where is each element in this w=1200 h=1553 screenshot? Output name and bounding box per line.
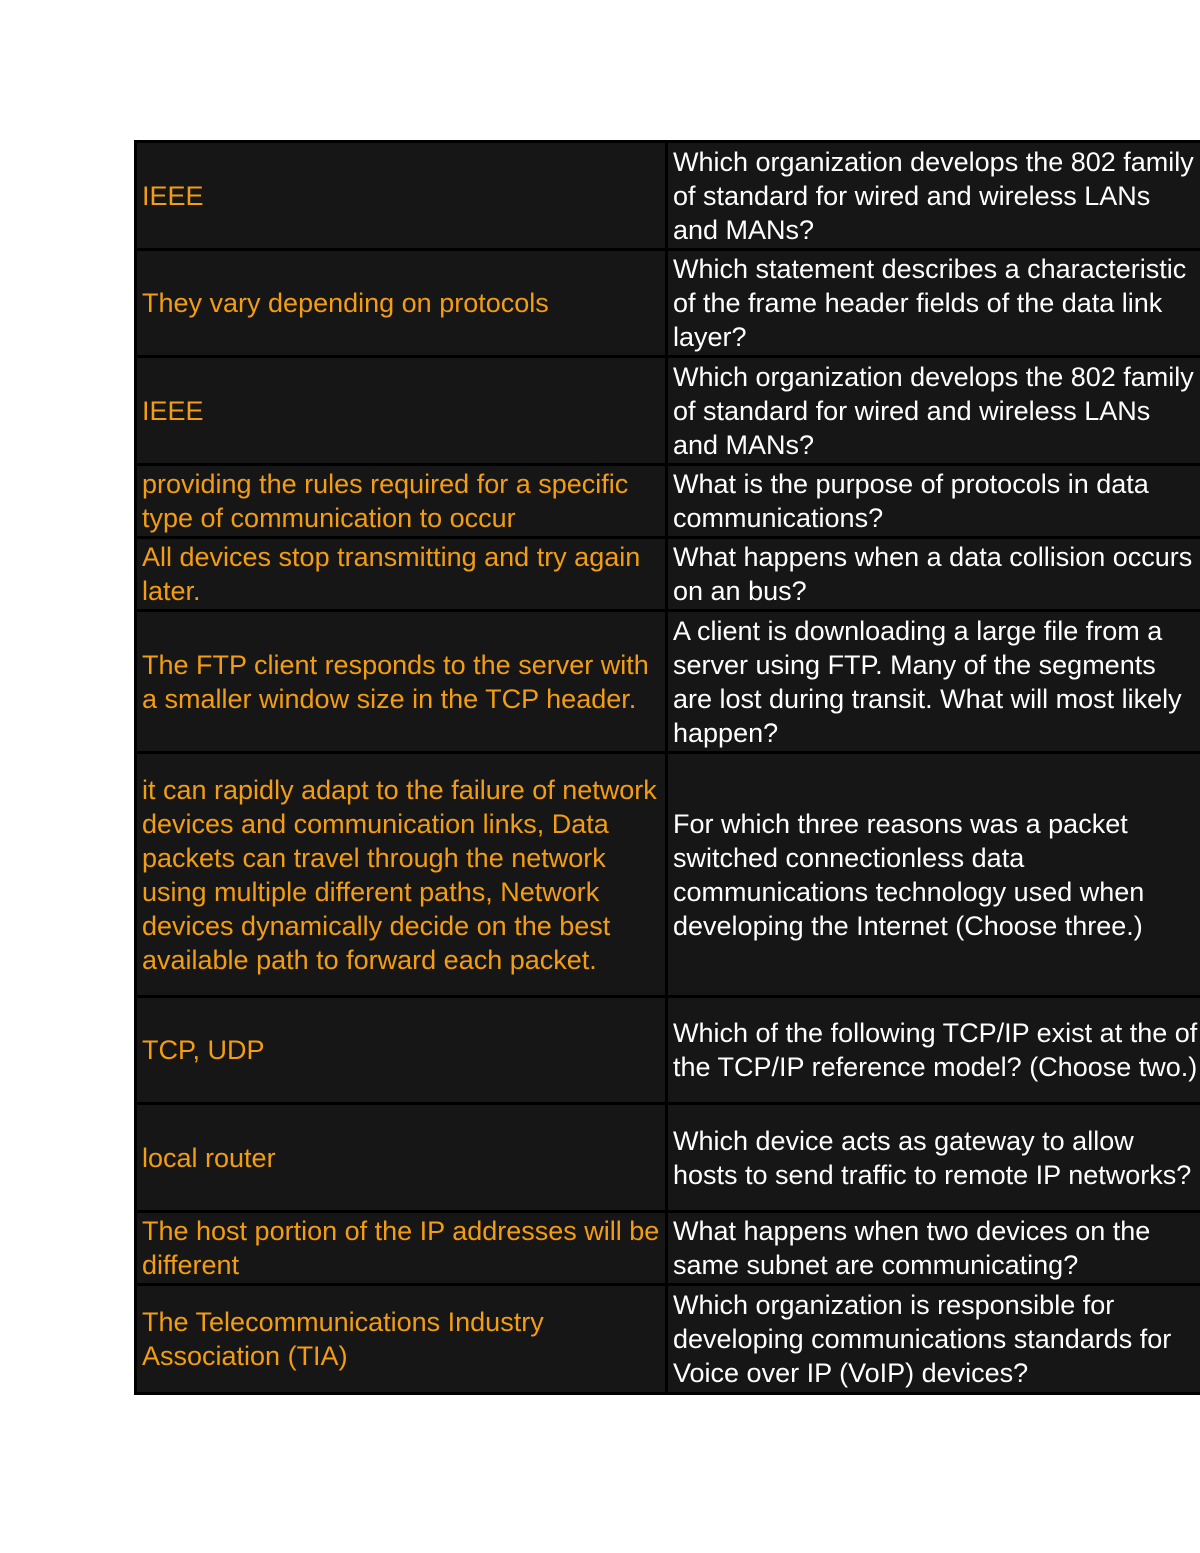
table-row	[136, 1285, 1200, 1394]
answer-cell: All devices stop transmitting and try again later.	[136, 538, 667, 611]
answer-cell: They vary depending on protocols	[136, 250, 667, 357]
answer-cell: IEEE	[136, 357, 667, 465]
table-row	[136, 465, 1200, 538]
question-cell: A client is downloading a large file from a server using FTP. Many of the segments are lost during transit. What will most likely happen?	[667, 611, 1200, 753]
answer-cell: providing the rules required for a specific type of communication to occur	[136, 465, 667, 538]
answer-cell: it can rapidly adapt to the failure of network devices and communication links, Data packets can travel through the network using multiple different paths, Network devices dynamically decide on the best available path to forward each packet.	[136, 753, 667, 997]
answer-cell: The FTP client responds to the server with a smaller window size in the TCP header.	[136, 611, 667, 753]
answer-cell: The host portion of the IP addresses will be different	[136, 1212, 667, 1285]
question-cell: What is the purpose of protocols in data communications?	[667, 465, 1200, 538]
table-row	[136, 611, 1200, 753]
table-row	[136, 1212, 1200, 1285]
question-cell: Which of the following TCP/IP exist at the of the TCP/IP reference model? (Choose two.)	[667, 997, 1200, 1104]
table-row	[136, 753, 1200, 997]
table-row	[136, 1104, 1200, 1212]
answer-cell: TCP, UDP	[136, 997, 667, 1104]
flashcard-table	[134, 140, 1200, 1395]
answer-cell: local router	[136, 1104, 667, 1212]
question-cell: Which organization develops the 802 family of standard for wired and wireless LANs and MANs?	[667, 357, 1200, 465]
answer-cell: IEEE	[136, 142, 667, 250]
question-cell: What happens when a data collision occurs on an bus?	[667, 538, 1200, 611]
table-row	[136, 997, 1200, 1104]
table-row	[136, 538, 1200, 611]
question-cell: For which three reasons was a packet switched connectionless data communications technology used when developing the Internet (Choose three.)	[667, 753, 1200, 997]
question-cell: Which statement describes a characteristic of the frame header fields of the data link layer?	[667, 250, 1200, 357]
question-cell: What happens when two devices on the same subnet are communicating?	[667, 1212, 1200, 1285]
table-row	[136, 250, 1200, 357]
question-cell: Which organization is responsible for developing communications standards for Voice over IP (VoIP) devices?	[667, 1285, 1200, 1394]
answer-cell: The Telecommunications Industry Association (TIA)	[136, 1285, 667, 1394]
question-cell: Which device acts as gateway to allow hosts to send traffic to remote IP networks?	[667, 1104, 1200, 1212]
table-row	[136, 142, 1200, 250]
table-row	[136, 357, 1200, 465]
question-cell: Which organization develops the 802 family of standard for wired and wireless LANs and MANs?	[667, 142, 1200, 250]
